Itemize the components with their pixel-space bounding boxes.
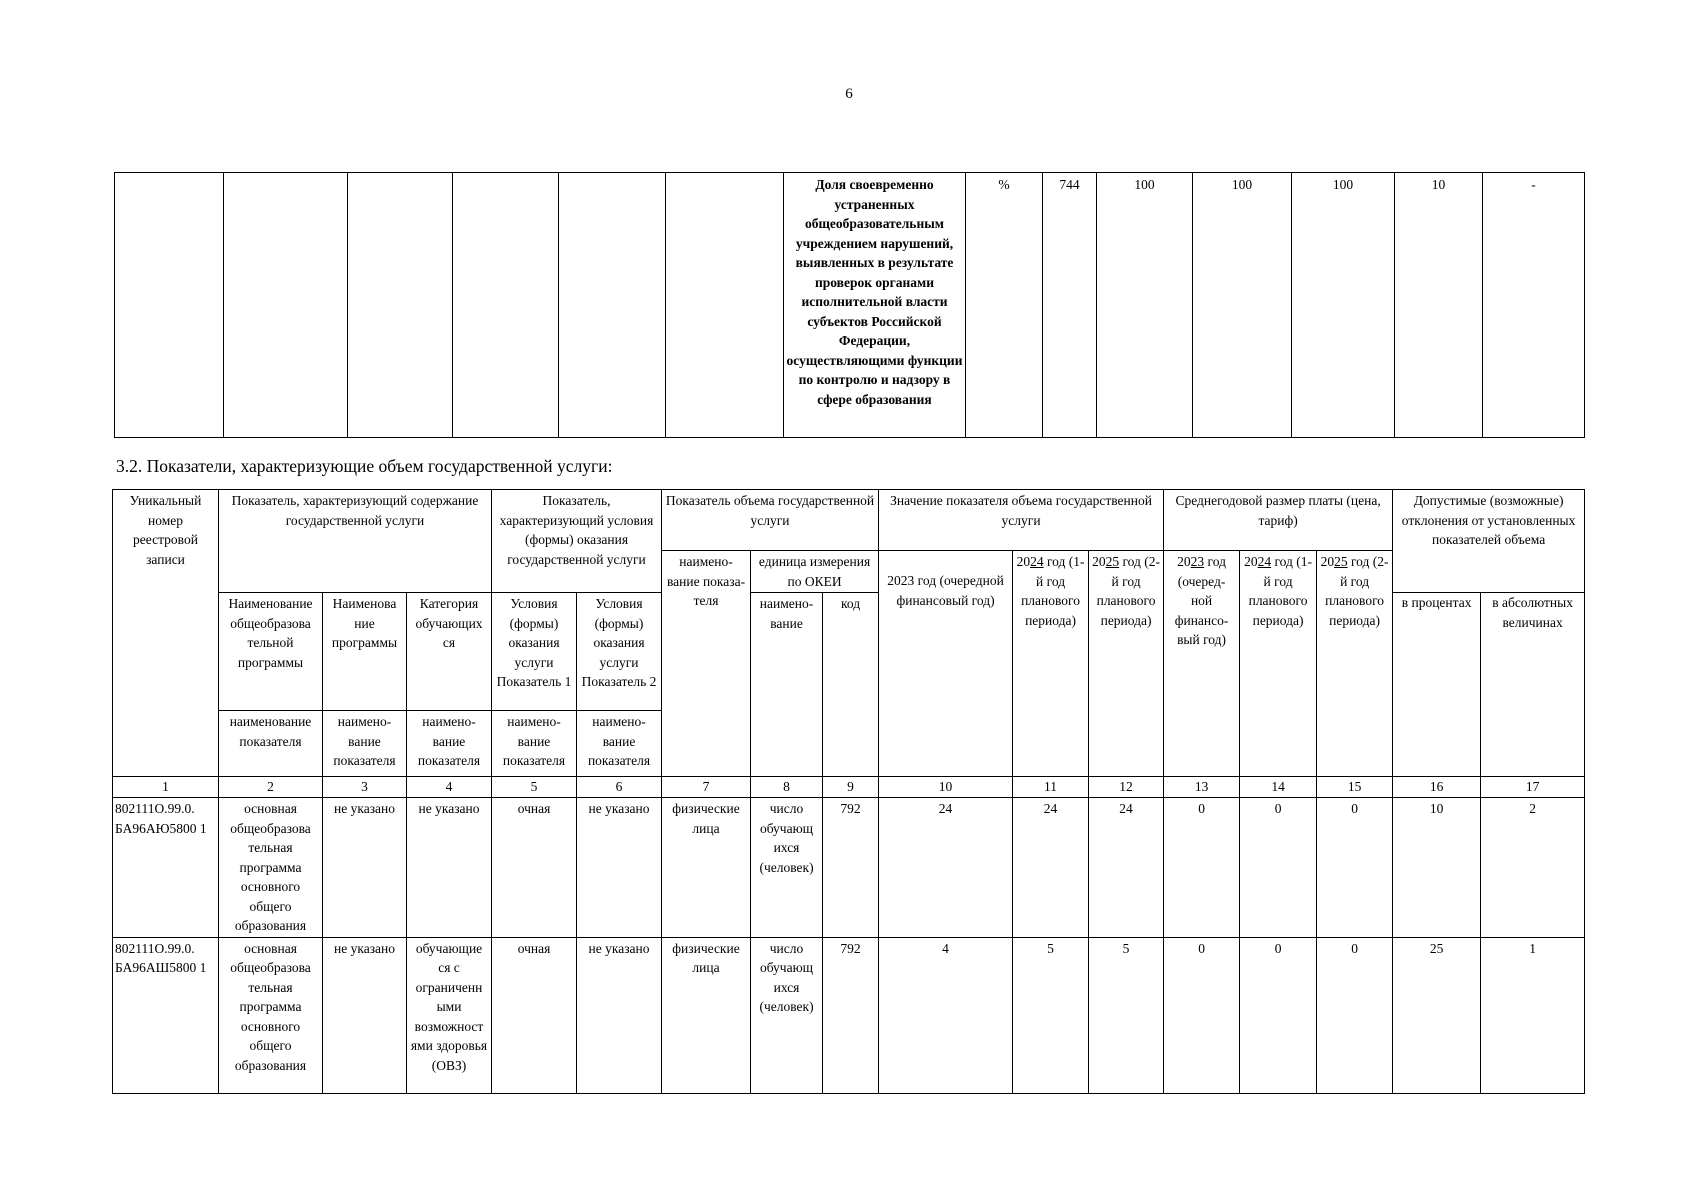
header-allowed-deviation: Допустимые (возможные) отклонения от установленных показателей объема (1393, 490, 1585, 551)
header-unique-number: Уникальный номер реестровой записи (113, 490, 219, 777)
indicator-name: физические лица (662, 937, 751, 1093)
program-name: основная общеобразова тельная программа основного общего образования (219, 937, 323, 1093)
column-numbers-row (113, 777, 1585, 798)
column-number: 13 (1164, 777, 1240, 798)
header-unit-name: наимено- вание (751, 593, 823, 777)
header-fee-2024: 2024 год (1-й год планового периода) (1240, 551, 1317, 777)
unit-code: 792 (823, 798, 879, 938)
header-indicator-name-1: наименование показателя (219, 711, 323, 777)
header-category: Категория обучающих ся (407, 593, 492, 711)
section-title: 3.2. Показатели, характеризующие объем государственной услуги: (116, 456, 613, 476)
column-number: 16 (1393, 777, 1481, 798)
quality-indicator-name: Доля своевременно устраненных общеобразовательным учреждением нарушений, выявленных в результате проверок органами исполнительной власти субъектов Российской Федерации, осуществляющими функции по контролю и надзору в сфере образования (784, 173, 966, 438)
header-indicator-name-3: наимено- вание показателя (407, 711, 492, 777)
fee-2024: 0 (1240, 937, 1317, 1093)
header-condition-2: Условия (формы) оказания услуги Показатель 2 (577, 593, 662, 711)
column-number: 14 (1240, 777, 1317, 798)
programs-value: не указано (323, 937, 407, 1093)
column-number: 12 (1089, 777, 1164, 798)
page-number: 6 (845, 86, 853, 102)
programs-value: не указано (323, 798, 407, 938)
header-year-2023 (879, 551, 1013, 777)
header-unit-code: код (823, 593, 879, 777)
deviation-percent: 25 (1393, 937, 1481, 1093)
fee-2025: 0 (1317, 798, 1393, 938)
category-value: не указано (407, 798, 492, 938)
deviation-absolute: - (1483, 173, 1585, 438)
volume-indicators-table (112, 489, 1585, 1094)
header-year-2025: 2025 год (2-й год планового периода) (1089, 551, 1164, 777)
header-in-absolute: в абсолютных величинах (1481, 593, 1585, 777)
category-value: обучающие ся с ограниченн ыми возможност ями здоровья (ОВЗ) (407, 937, 492, 1093)
empty-cell (559, 173, 666, 438)
column-number: 4 (407, 777, 492, 798)
value-2025: 5 (1089, 937, 1164, 1093)
column-number: 5 (492, 777, 577, 798)
column-number: 7 (662, 777, 751, 798)
column-number: 15 (1317, 777, 1393, 798)
empty-cell (666, 173, 784, 438)
column-number: 1 (113, 777, 219, 798)
value-2025: 100 (1292, 173, 1395, 438)
value-2024: 5 (1013, 937, 1089, 1093)
empty-cell (453, 173, 559, 438)
value-2024: 24 (1013, 798, 1089, 938)
registry-number: 802111О.99.0. БА96АЮ5800 1 (113, 798, 219, 938)
header-programs: Наименова ние программы (323, 593, 407, 711)
column-number: 6 (577, 777, 662, 798)
unit-cell: % (966, 173, 1043, 438)
column-number: 8 (751, 777, 823, 798)
unit-name: число обучающ ихся (человек) (751, 937, 823, 1093)
value-2025: 24 (1089, 798, 1164, 938)
registry-number: 802111О.99.0. БА96АШ5800 1 (113, 937, 219, 1093)
program-name: основная общеобразова тельная программа основного общего образования (219, 798, 323, 938)
deviation-absolute: 2 (1481, 798, 1585, 938)
empty-cell (224, 173, 348, 438)
header-unit-okei: единица измерения по ОКЕИ (751, 551, 879, 593)
header-fee-2025: 2025 год (2-й год планового периода) (1317, 551, 1393, 777)
value-2023: 100 (1097, 173, 1193, 438)
header-year-2024: 2024 год (1-й год планового периода) (1013, 551, 1089, 777)
condition-2-value: не указано (577, 937, 662, 1093)
value-2024: 100 (1193, 173, 1292, 438)
deviation-percent: 10 (1395, 173, 1483, 438)
header-year-2023-text: 2023 год (очередной финансовый год) (887, 573, 1004, 608)
indicator-name: физические лица (662, 798, 751, 938)
header-indicator-name: наимено- вание показа- теля (662, 551, 751, 777)
fee-2023: 0 (1164, 937, 1240, 1093)
header-indicator-name-5: наимено- вание показателя (577, 711, 662, 777)
header-content-indicator: Показатель, характеризующий содержание государственной услуги (219, 490, 492, 593)
header-avg-fee: Среднегодовой размер платы (цена, тариф) (1164, 490, 1393, 551)
empty-cell (115, 173, 224, 438)
value-2023: 4 (879, 937, 1013, 1093)
deviation-percent: 10 (1393, 798, 1481, 938)
value-2023: 24 (879, 798, 1013, 938)
empty-cell (348, 173, 453, 438)
fee-2025: 0 (1317, 937, 1393, 1093)
column-number: 9 (823, 777, 879, 798)
condition-1-value: очная (492, 937, 577, 1093)
unit-code: 792 (823, 937, 879, 1093)
column-number: 3 (323, 777, 407, 798)
header-allowed-deviation-cont (1393, 551, 1585, 593)
fee-2023: 0 (1164, 798, 1240, 938)
header-program-name: Наименование общеобразова тельной программы (219, 593, 323, 711)
quality-indicators-table-continuation (114, 172, 1585, 438)
condition-2-value: не указано (577, 798, 662, 938)
unit-name: число обучающ ихся (человек) (751, 798, 823, 938)
deviation-absolute: 1 (1481, 937, 1585, 1093)
code-cell: 744 (1043, 173, 1097, 438)
header-indicator-name-2: наимено- вание показателя (323, 711, 407, 777)
header-fee-2023: 2023 год (очеред- ной финансо- вый год) (1164, 551, 1240, 777)
condition-1-value: очная (492, 798, 577, 938)
column-number: 2 (219, 777, 323, 798)
table-row (113, 937, 1585, 1093)
header-indicator-name-4: наимено- вание показателя (492, 711, 577, 777)
header-in-percent: в процентах (1393, 593, 1481, 777)
fee-2024: 0 (1240, 798, 1317, 938)
header-volume-indicator: Показатель объема государственной услуги (662, 490, 879, 551)
header-condition-1: Условия (формы) оказания услуги Показатель 1 (492, 593, 577, 711)
column-number: 10 (879, 777, 1013, 798)
table-row (113, 798, 1585, 938)
column-number: 17 (1481, 777, 1585, 798)
column-number: 11 (1013, 777, 1089, 798)
header-volume-value: Значение показателя объема государственной услуги (879, 490, 1164, 551)
header-conditions-indicator: Показатель, характеризующий условия (формы) оказания государственной услуги (492, 490, 662, 593)
